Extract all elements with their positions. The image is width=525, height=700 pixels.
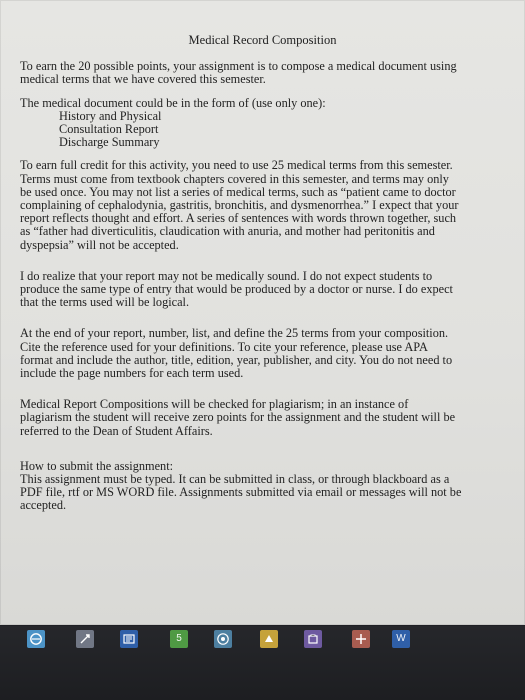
chrome-icon-glyph (216, 632, 230, 646)
options-paragraph (20, 97, 505, 150)
report-end-paragraph (20, 327, 505, 380)
page-title: Medical Record Composition (188, 33, 337, 47)
report-end-line-1: At the end of your report, number, list, and define the 25 terms from your composition. (20, 326, 449, 341)
report-end-line-2: Cite the reference used for your definitions. To cite your reference, please use APA (20, 339, 428, 354)
report-end-line-3: format and include the author, title, edition, year, publisher, and city. You do not need to (20, 352, 453, 367)
files-icon[interactable] (120, 630, 138, 648)
report-end-line-4: include the page numbers for each term used. (20, 366, 244, 381)
realize-line-1: I do realize that your report may not be medically sound. I do not expect students to (20, 268, 433, 283)
submit-line-2: PDF file, rtf or MS WORD file. Assignments submitted via email or messages will not be (20, 485, 462, 500)
store-icon-glyph (306, 632, 320, 646)
credit-line-6: as “father had diverticulitis, claudication with anuria, and mother had peritonitis and (20, 224, 435, 239)
realize-paragraph (20, 270, 505, 310)
calendar-icon-label: 5 (176, 633, 182, 644)
calendar-icon[interactable] (170, 630, 188, 648)
submit-line-3: accepted. (20, 498, 67, 513)
credit-paragraph (20, 159, 505, 251)
files-icon-glyph (122, 632, 136, 646)
option-discharge-summary: Discharge Summary (59, 135, 160, 150)
realize-line-3: that the terms used will be logical. (20, 295, 190, 310)
tool-icon-glyph (78, 632, 92, 646)
widget-icon[interactable] (352, 630, 370, 648)
submit-title: How to submit the assignment: (20, 458, 174, 473)
tool-icon[interactable] (76, 630, 94, 648)
credit-line-3: be used once. You may not list a series of medical terms, such as “patient came to doctor (20, 184, 456, 199)
app-icon-glyph (262, 632, 276, 646)
word-icon-label: W (396, 633, 406, 644)
credit-line-1: To earn full credit for this activity, you need to use 25 medical terms from this semester. (20, 158, 453, 173)
document-content (20, 34, 505, 523)
widget-icon-glyph (354, 632, 368, 646)
app-icon[interactable] (260, 630, 278, 648)
credit-line-5: report reflects thought and effort. A series of sentences with words thrown together, such (20, 211, 457, 226)
intro-line-2: medical terms that we have covered this semester. (20, 72, 266, 87)
intro-line-1: To earn the 20 possible points, your assignment is to compose a medical document using (20, 59, 457, 74)
word-icon[interactable] (392, 630, 410, 648)
browser-icon-glyph (29, 632, 43, 646)
options-intro: The medical document could be in the form of (use only one): (20, 95, 326, 110)
credit-line-7: dyspepsia” will not be accepted. (20, 237, 179, 252)
browser-icon[interactable] (27, 630, 45, 648)
credit-line-2: Terms must come from textbook chapters covered in this semester, and terms may only (20, 171, 449, 186)
option-consultation-report: Consultation Report (59, 122, 159, 137)
plagiarism-paragraph (20, 398, 505, 438)
store-icon[interactable] (304, 630, 322, 648)
plagiarism-line-1: Medical Report Compositions will be checked for plagiarism; in an instance of (20, 397, 409, 412)
realize-line-2: produce the same type of entry that would be produced by a doctor or nurse. I do expect (20, 282, 453, 297)
submit-line-1: This assignment must be typed. It can be submitted in class, or through blackboard as a (20, 472, 450, 487)
chrome-icon[interactable] (214, 630, 232, 648)
intro-paragraph (20, 60, 505, 86)
credit-line-4: complaining of cephalodynia, gastritis, bronchitis, and dysmenorrhea.” I expect that your (20, 198, 459, 213)
submit-paragraph (20, 460, 505, 513)
option-history-physical: History and Physical (59, 108, 162, 123)
plagiarism-line-3: referred to the Dean of Student Affairs. (20, 423, 213, 438)
plagiarism-line-2: plagiarism the student will receive zero points for the assignment and the student will be (20, 410, 456, 425)
